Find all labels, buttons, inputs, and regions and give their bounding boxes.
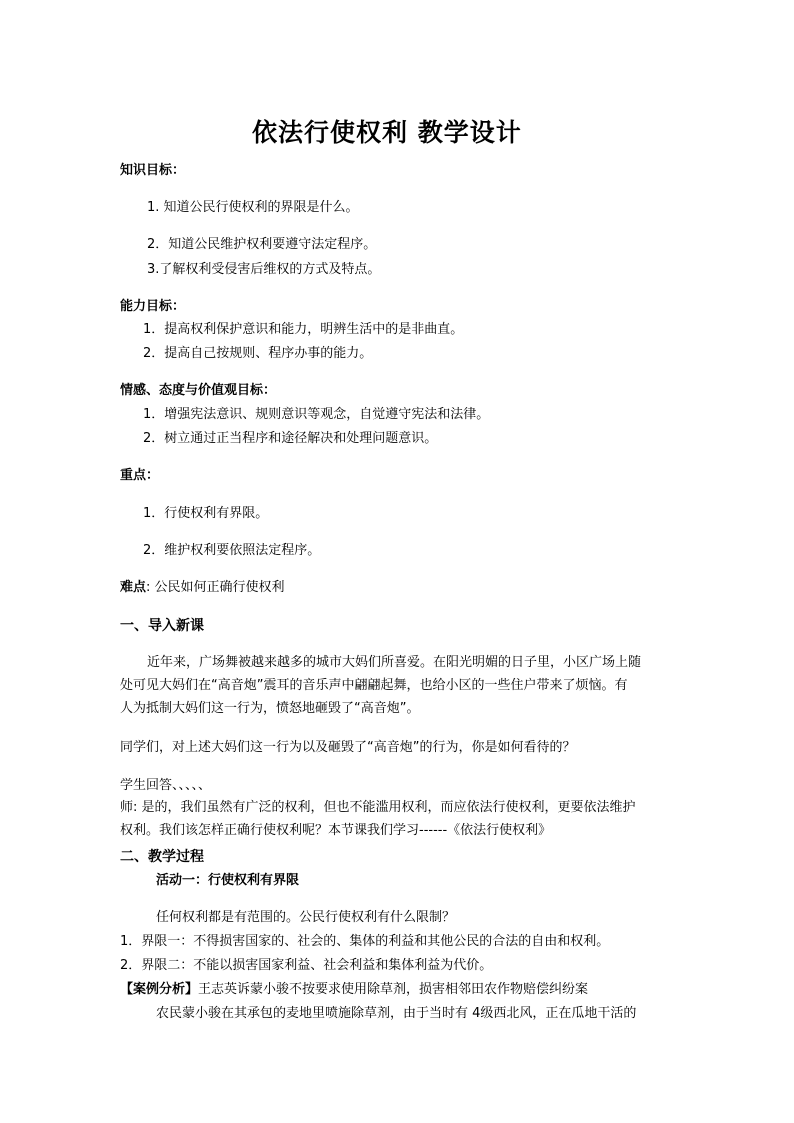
student-answer: 学生回答、、、、、	[120, 778, 212, 793]
difficulty-label: 难点	[120, 580, 147, 595]
intro-line: 近年来，广场舞被越来越多的城市大妈们所喜爱。在阳光明媚的日子里，小区广场上随	[147, 655, 642, 670]
emotion-heading: 情感、态度与价值观目标：	[120, 383, 277, 398]
intro-line: 处可见大妈们在“高音炮”震耳的音乐声中翩翩起舞，也给小区的一些住户带来了烦恼。有	[120, 678, 628, 693]
case-text: 农民蒙小骏在其承包的麦地里喷施除草剂，由于当时有 4级西北风，正在瓜地干活的	[156, 1006, 637, 1021]
keypoints-heading: 重点：	[120, 468, 160, 483]
ability-item: 1．提高权利保护意识和能力，明辨生活中的是非曲直。	[143, 322, 464, 337]
activity-heading: 活动一：行使权利有界限	[156, 873, 300, 888]
limit-item: 1．界限一：不得损害国家的、社会的、集体的利益和其他公民的合法的自由和权利。	[120, 934, 610, 949]
process-question: 任何权利都是有范围的。公民行使权利有什么限制？	[156, 910, 456, 925]
intro-question: 同学们，对上述大妈们这一行为以及砸毁了“高音炮”的行为，你是如何看待的？	[120, 740, 576, 755]
ability-item: 2．提高自己按规则、程序办事的能力。	[143, 346, 373, 361]
teacher-line: 权利。我们该怎样正确行使权利呢？本节课我们学习------《依法行使权利》	[120, 823, 552, 838]
keypoint-item: 1．行使权利有界限。	[143, 506, 269, 521]
difficulty-line	[120, 580, 285, 596]
intro-line: 人为抵制大妈们这一行为，愤怒地砸毁了“高音炮”。	[120, 701, 420, 716]
teacher-paragraph	[120, 796, 636, 842]
case-title: 王志英诉蒙小骏不按要求使用除草剂，损害相邻田农作物赔偿纠纷案	[198, 982, 589, 997]
case-line	[120, 982, 588, 998]
intro-heading: 一、导入新课	[120, 618, 204, 634]
page-title: 依法行使权利 教学设计	[252, 118, 522, 147]
limit-item: 2．界限二：不能以损害国家利益、社会利益和集体利益为代价。	[120, 958, 493, 973]
intro-paragraph	[120, 651, 641, 720]
emotion-item: 1．增强宪法意识、规则意识等观念，自觉遵守宪法和法律。	[143, 407, 490, 422]
ability-heading: 能力目标：	[120, 299, 186, 314]
case-label: 【案例分析】	[120, 982, 199, 997]
knowledge-heading: 知识目标：	[120, 163, 186, 178]
knowledge-item: 3.了解权利受侵害后维权的方式及特点。	[147, 262, 381, 277]
knowledge-item: 1. 知道公民行使权利的界限是什么。	[147, 200, 359, 215]
difficulty-text: : 公民如何正确行使权利	[146, 580, 285, 595]
process-heading: 二、教学过程	[120, 849, 204, 865]
teacher-line: 师: 是的，我们虽然有广泛的权利，但也不能滥用权利，而应依法行使权利，更要依法维护	[120, 800, 636, 815]
knowledge-item: 2．知道公民维护权利要遵守法定程序。	[147, 237, 377, 252]
keypoint-item: 2．维护权利要依照法定程序。	[143, 543, 321, 558]
emotion-item: 2．树立通过正当程序和途径解决和处理问题意识。	[143, 431, 438, 446]
